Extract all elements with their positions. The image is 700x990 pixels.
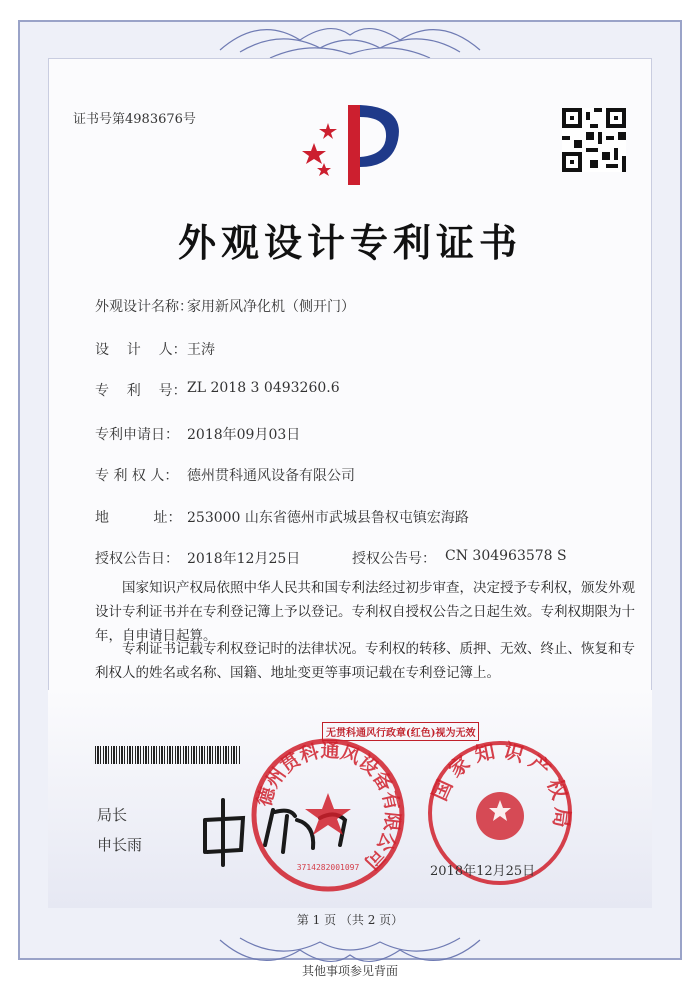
company-seal-text: 德州贯科通风设备有限公司 <box>253 739 404 874</box>
director-name: 申长雨 <box>97 836 143 854</box>
patentee-value: 德州贯科通风设备有限公司 <box>187 468 355 484</box>
stamp-validity-note: 无贯科通风行政章(红色)视为无效 <box>322 722 479 741</box>
grant-number-value: CN 304963578 S <box>445 548 567 564</box>
patent-number-value: ZL 2018 3 0493260.6 <box>187 380 340 396</box>
grant-date-value: 2018年12月25日 <box>187 551 301 567</box>
patent-number-label: 专 利 号： <box>95 383 187 399</box>
certificate-number: 证书号第4983676号 <box>73 112 196 127</box>
grant-number-label: 授权公告号： <box>352 551 436 567</box>
company-seal-number: 3714282001097 <box>296 863 360 872</box>
seal-star-icon <box>305 793 351 835</box>
cnipa-logo-icon <box>300 95 410 190</box>
footer-note: 其他事项参见背面 <box>301 964 398 978</box>
designer-label: 设 计 人： <box>95 342 187 358</box>
design-name-label: 外观设计名称： <box>95 299 193 315</box>
director-label: 局长 <box>97 806 128 824</box>
address-value: 253000 山东省德州市武城县鲁权屯镇宏海路 <box>187 510 469 526</box>
barcode <box>95 746 240 764</box>
grant-paragraph: 国家知识产权局依照中华人民共和国专利法经过初步审查，决定授予专利权，颁发外观设计专利证书并在专利登记簿上予以登记。专利权自授权公告之日起生效。专利权期限为十年，自申请日起算。 <box>95 580 635 644</box>
address-label: 地 址： <box>95 510 182 526</box>
filing-date-value: 2018年09月03日 <box>187 427 301 443</box>
design-name-value: 家用新风净化机（侧开门） <box>187 299 355 315</box>
grant-date-label: 授权公告日： <box>95 551 179 567</box>
patentee-label: 专 利 权 人： <box>95 468 179 484</box>
page-info: 第 1 页 （共 2 页） <box>296 913 404 927</box>
legal-status-paragraph: 专利证书记载专利权登记时的法律状况。专利权的转移、质押、无效、终止、恢复和专利权人的姓名或名称、国籍、地址变更等事项记载在专利登记簿上。 <box>95 641 635 681</box>
office-seal-text: 国家知识产权局 <box>427 738 575 835</box>
designer-value: 王涛 <box>187 342 215 358</box>
seal-date: 2018年12月25日 <box>430 864 536 879</box>
company-seal <box>248 735 408 895</box>
qr-code-icon <box>562 108 626 172</box>
filing-date-label: 专利申请日： <box>95 427 179 443</box>
certificate-title: 外观设计专利证书 <box>177 221 522 265</box>
